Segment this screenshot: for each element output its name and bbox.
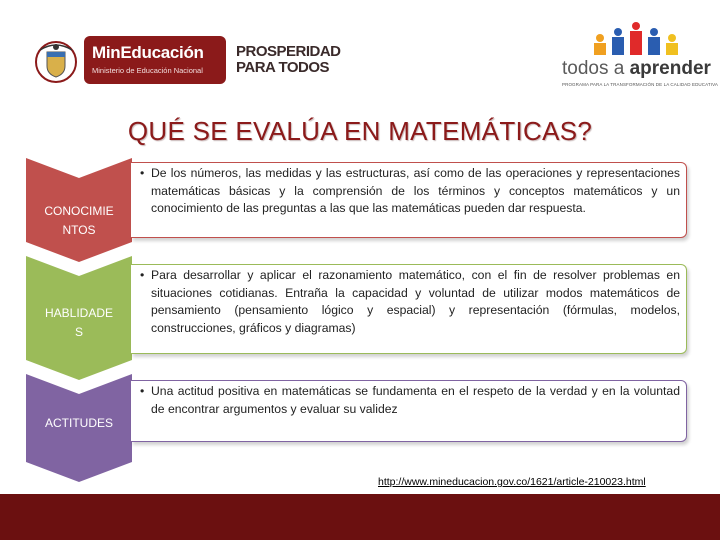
colorful-figures-icon [588, 18, 684, 58]
todos-subtitle: PROGRAMA PARA LA TRANSFORMACIÓN DE LA CALIDAD EDUCATIVA [562, 82, 718, 87]
source-link[interactable]: http://www.mineducacion.gov.co/1621/article-210023.html [378, 476, 646, 488]
label-line1: CONOCIMIE [44, 204, 114, 218]
footer-bar [0, 494, 720, 540]
label-line2: NTOS [62, 223, 96, 237]
section-label-text [26, 202, 132, 240]
todos-a-aprender-logo [562, 58, 711, 80]
section-label-actitudes [26, 374, 132, 482]
section-label-text [26, 304, 132, 342]
label-line1: ACTITUDES [44, 416, 113, 430]
section-text: • Una actitud positiva en matemáticas se fundamenta en el respeto de la verdad y en la voluntad de encontrar argumentos y evaluar su validez [151, 383, 680, 418]
section-box-conocimientos [131, 162, 687, 238]
section-text: • De los números, las medidas y las estructuras, así como de las operaciones y representaciones matemáticas básicas y la comprensión de los términos y conceptos matemáticos y un conocimiento de las preguntas a las que las matemáticas pueden dar respuesta. [151, 165, 680, 218]
header [0, 0, 720, 100]
coat-of-arms-icon [28, 38, 84, 84]
section-box-habilidades [131, 264, 687, 354]
section-text: • Para desarrollar y aplicar el razonamiento matemático, con el fin de resolver problemas en situaciones cotidianas. Entraña la capacidad y voluntad de utilizar modos matemáticos de pensamiento (pensamiento lógico y espacial) y representación (fórmulas, modelos, construcciones, gráficos y diagramas) [151, 267, 680, 337]
prosperidad-line2: PARA TODOS [236, 59, 330, 76]
section-box-actitudes [131, 380, 687, 442]
prosperidad-line1: PROSPERIDAD [236, 43, 341, 60]
page-title: QUÉ SE EVALÚA EN MATEMÁTICAS? [127, 116, 593, 146]
section-label-habilidades [26, 256, 132, 380]
section-label-text [26, 414, 132, 433]
todos-bold-text: aprender [629, 58, 711, 79]
label-line2: S [74, 325, 83, 339]
prosperidad-logo [236, 44, 341, 76]
ministry-name: MinEducación [92, 43, 204, 62]
label-line1: HABLIDADE [44, 306, 114, 320]
mineducacion-logo[interactable] [84, 36, 226, 84]
section-label-conocimientos [26, 158, 132, 262]
todos-light-text: todos a [562, 58, 630, 79]
ministry-subtitle: Ministerio de Educación Nacional [92, 66, 203, 75]
